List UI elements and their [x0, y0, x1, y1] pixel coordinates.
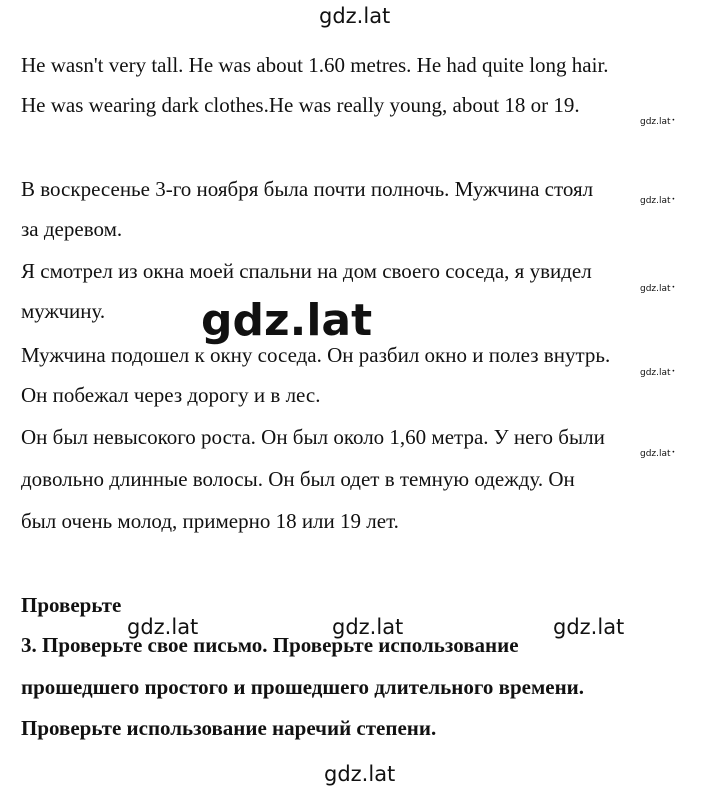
russian-line-9: был очень молод, примерно 18 или 19 лет. — [21, 509, 399, 533]
russian-line-2: за деревом. — [21, 217, 123, 241]
check-task-line-1: 3. Проверьте свое письмо. Проверьте использование — [21, 633, 519, 657]
russian-line-1: В воскресенье 3-го ноября была почти полночь. Мужчина стоял — [21, 177, 594, 201]
watermark-row-3: gdz.lat — [553, 615, 625, 639]
check-heading: Проверьте — [21, 593, 122, 617]
check-task-line-2: прошедшего простого и прошедшего длительного времени. — [21, 675, 585, 699]
russian-line-8: довольно длинные волосы. Он был одет в темную одежду. Он — [21, 467, 575, 491]
english-line-2: He was wearing dark clothes.He was really young, about 18 or 19. — [21, 93, 580, 117]
check-task-line-3: Проверьте использование наречий степени. — [21, 716, 437, 740]
russian-line-6: Он побежал через дорогу и в лес. — [21, 383, 321, 407]
russian-line-3: Я смотрел из окна моей спальни на дом своего соседа, я увидел — [21, 259, 592, 283]
watermark-small-5: gdz.lat • — [640, 449, 675, 459]
watermark-bottom: gdz.lat — [324, 762, 396, 786]
russian-line-5: Мужчина подошел к окну соседа. Он разбил окно и полез внутрь. — [21, 343, 611, 367]
english-line-1: He wasn't very tall. He was about 1.60 metres. He had quite long hair. — [21, 53, 609, 77]
watermark-row-2: gdz.lat — [332, 615, 404, 639]
russian-line-4: мужчину. — [21, 299, 106, 323]
watermark-top: gdz.lat — [319, 4, 391, 28]
russian-line-7: Он был невысокого роста. Он был около 1,60 метра. У него были — [21, 425, 605, 449]
watermark-small-3: gdz.lat • — [640, 284, 675, 294]
watermark-small-2: gdz.lat • — [640, 196, 675, 206]
watermark-row-1: gdz.lat — [127, 615, 199, 639]
watermark-small-4: gdz.lat • — [640, 368, 675, 378]
watermark-large: gdz.lat — [201, 295, 373, 346]
watermark-small-1: gdz.lat • — [640, 117, 675, 127]
